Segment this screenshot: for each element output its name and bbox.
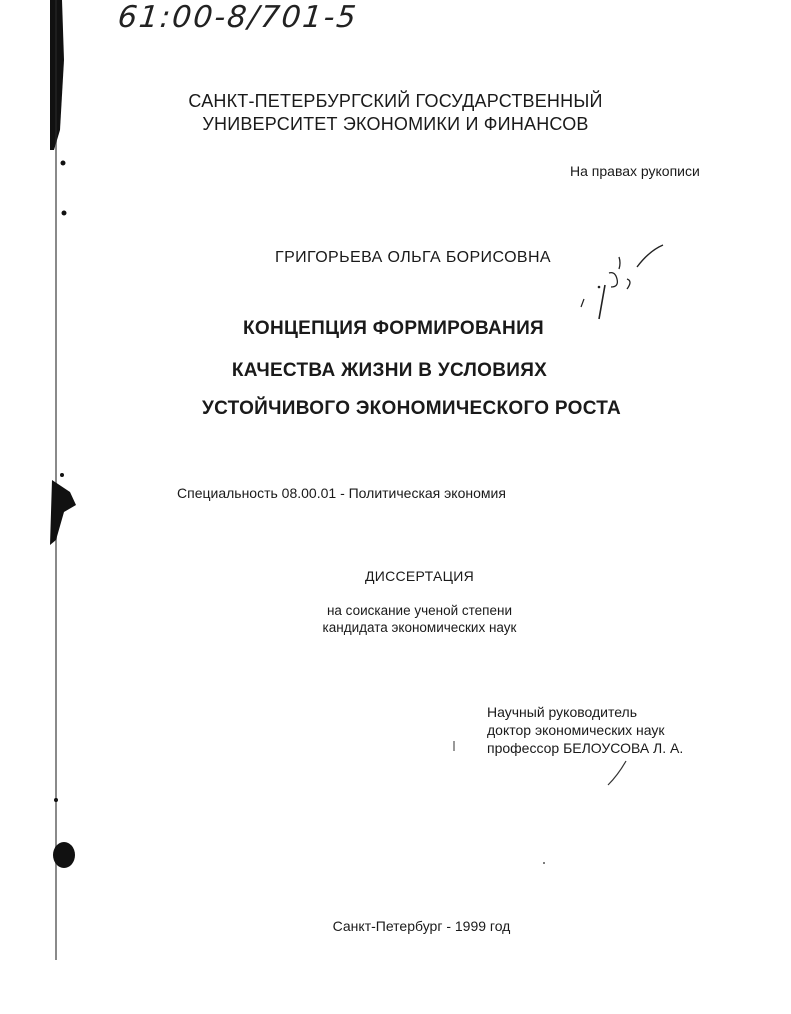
scan-dot-4 — [54, 798, 58, 802]
supervisor-degree: доктор экономических наук — [487, 722, 665, 738]
mark-slash — [608, 761, 626, 785]
signature-stroke-6 — [581, 299, 584, 307]
scan-speck — [541, 860, 547, 866]
degree-line-2: кандидата экономических наук — [322, 620, 517, 635]
dissertation-title-line-1: КОНЦЕПЦИЯ ФОРМИРОВАНИЯ — [242, 318, 544, 339]
supervisor-role: Научный руководитель — [487, 704, 638, 720]
degree-line-1: на соискание ученой степени — [326, 603, 513, 618]
specialty: Специальность 08.00.01 - Политическая экономия — [177, 485, 506, 501]
degree-sought — [24, 602, 791, 636]
scan-dot-2 — [62, 211, 67, 216]
speck-dot — [543, 862, 545, 864]
signature-stroke-3 — [599, 285, 605, 319]
signature-stroke-2 — [619, 257, 620, 269]
author-name: ГРИГОРЬЕВА ОЛЬГА БОРИСОВНА — [275, 249, 552, 266]
university-name — [0, 90, 791, 136]
signature-stroke-4 — [609, 273, 617, 287]
scan-blot — [53, 842, 75, 868]
scan-dot-3 — [60, 473, 64, 477]
archive-number: 61:00-8/701-5 — [116, 0, 360, 35]
signature-stroke-5 — [627, 279, 630, 289]
university-name-line-2: УНИВЕРСИТЕТ ЭКОНОМИКИ И ФИНАНСОВ — [202, 114, 589, 134]
dissertation-title-line-3: УСТОЙЧИВОГО ЭКОНОМИЧЕСКОГО РОСТА — [202, 398, 621, 419]
signature-stroke-1 — [637, 245, 663, 267]
dissertation-title-line-2: КАЧЕСТВА ЖИЗНИ В УСЛОВИЯХ — [231, 360, 548, 381]
university-name-line-1: САНКТ-ПЕТЕРБУРГСКИЙ ГОСУДАРСТВЕННЫЙ — [188, 91, 603, 111]
scan-edge-strip — [55, 0, 57, 960]
scan-dot-1 — [61, 161, 66, 166]
document-type: ДИССЕРТАЦИЯ — [364, 568, 475, 584]
scan-edge-blob — [50, 480, 76, 545]
city-and-year: Санкт-Петербург - 1999 год — [332, 918, 511, 934]
supervisor-block — [487, 703, 683, 757]
scan-edge-artifacts — [0, 0, 80, 1014]
manuscript-note: На правах рукописи — [570, 163, 700, 179]
supervisor-name: профессор БЕЛОУСОВА Л. А. — [487, 740, 684, 756]
signature-dot — [598, 286, 601, 289]
